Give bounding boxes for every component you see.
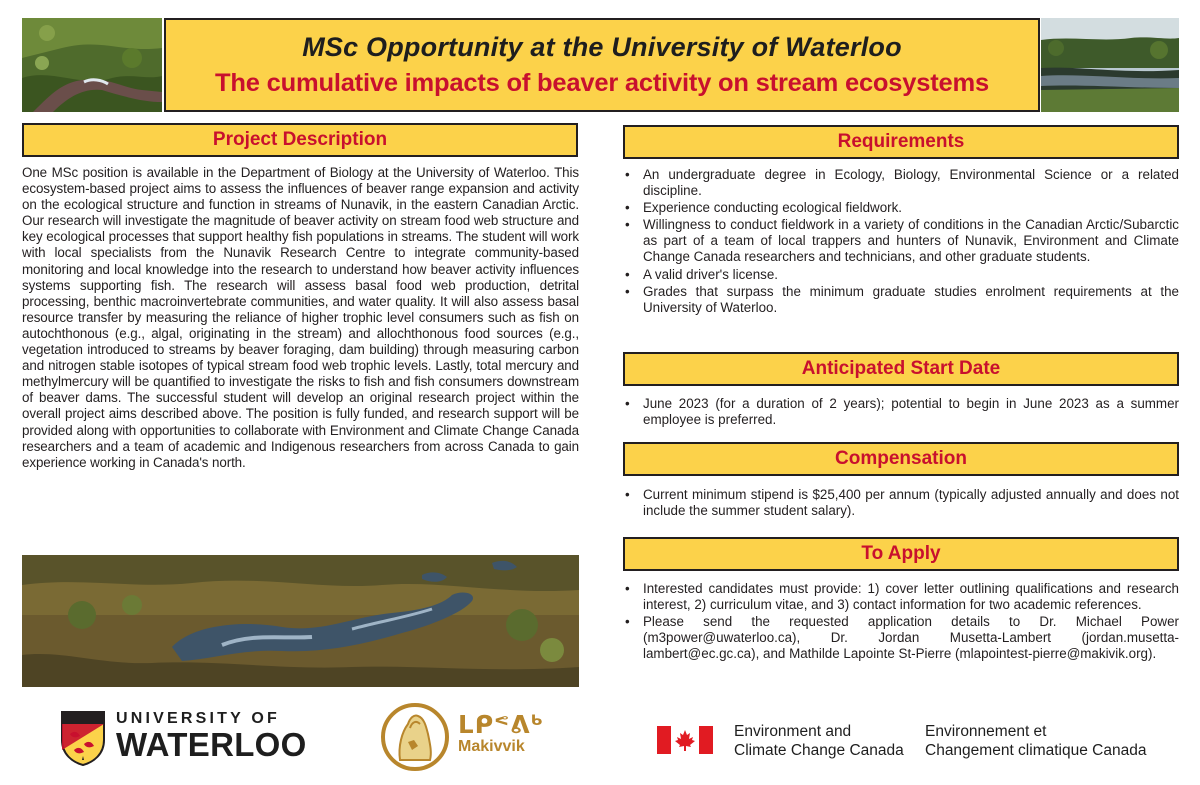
makivik-emblem-icon (380, 702, 450, 772)
start-date-list (623, 396, 1179, 429)
requirements-heading: Requirements (623, 125, 1179, 159)
canada-flag-icon (657, 726, 713, 754)
header-photo-left (22, 18, 162, 112)
page-title: MSc Opportunity at the University of Waterloo (302, 32, 902, 62)
list-item: • Current minimum stipend is $25,400 per annum (typically adjusted annually and does not include the summer student salary). (623, 487, 1179, 519)
list-item: • Experience conducting ecological fieldwork. (623, 200, 1179, 216)
list-item: • Please send the requested application details to Dr. Michael Power (m3power@uwaterloo.ca), Dr. Jordan Musetta-Lambert (jordan.musetta-lambert@ec.gc.ca), and Mathilde Lapointe St-Pierre (mlapointest-pierre@makivik.org). (623, 614, 1179, 662)
makivik-syllabics: ᒪᑭᕝᕕᒃ (458, 711, 545, 739)
makivik-logo (380, 702, 570, 774)
to-apply-heading: To Apply (623, 537, 1179, 571)
list-item: • June 2023 (for a duration of 2 years); potential to begin in June 2023 as a summer employee is preferred. (623, 396, 1179, 428)
waterloo-shield-icon (60, 710, 106, 766)
start-date-heading: Anticipated Start Date (623, 352, 1179, 386)
beaver-dam-aerial-photo (22, 555, 579, 687)
eccc-english-line1: Environment and (734, 723, 852, 740)
waterloo-wordmark-line1: UNIVERSITY OF (116, 710, 280, 727)
eccc-french-line2: Changement climatique Canada (925, 742, 1147, 759)
eccc-logo (657, 722, 1177, 766)
list-item: • An undergraduate degree in Ecology, Biology, Environmental Science or a related discipline. (623, 167, 1179, 199)
waterloo-wordmark-line2: WATERLOO (116, 726, 307, 763)
page-subtitle: The cumulative impacts of beaver activity on stream ecosystems (215, 69, 989, 97)
requirements-list (623, 167, 1179, 317)
list-item: • Interested candidates must provide: 1) cover letter outlining qualifications and research interest, 2) curriculum vitae, and 3) contact information for two academic references. (623, 581, 1179, 613)
title-banner (164, 18, 1040, 112)
header-photo-right (1041, 18, 1179, 112)
compensation-list (623, 487, 1179, 520)
makivik-name: Makivvik (458, 738, 525, 755)
list-item: • A valid driver's license. (623, 267, 1179, 283)
list-item: • Willingness to conduct fieldwork in a variety of conditions in the Canadian Arctic/Subarctic as part of a team of local trappers and hunters of Nunavik, Environment and Climate Change Canada researchers and technicians, and other graduate students. (623, 217, 1179, 265)
to-apply-list (623, 581, 1179, 663)
project-description-heading: Project Description (22, 123, 578, 157)
eccc-english-line2: Climate Change Canada (734, 742, 904, 759)
eccc-french-line1: Environnement et (925, 723, 1047, 740)
compensation-heading: Compensation (623, 442, 1179, 476)
list-item: • Grades that surpass the minimum graduate studies enrolment requirements at the University of Waterloo. (623, 284, 1179, 316)
project-description-body: One MSc position is available in the Department of Biology at the University of Waterloo. This ecosystem-based project aims to assess the influences of beaver range expansion and activity on the ecological structure and function in streams of Nunavik, in the eastern Canadian Arctic. Our research will investigate the magnitude of beaver activity on stream food web structure and key ecological processes that support healthy fish populations in streams. The student will work with local specialists from the Nunavik Research Centre to integrate community-based monitoring and local knowledge into the research to understand how beaver activity influences systems supporting fish. The research will assess basal food web production, detrital processing, benthic macroinvertebrate communities, and water quality. It will also assess basal resource transfer by measuring the reliance of higher trophic level consumers such as fish on autochthonous (e.g., algal, originating in the stream) and allochthonous food sources (e.g., vegetation introduced to streams by beaver foraging, dam building) through measuring carbon and nitrogen stable isotopes of typical stream food web trophic levels. Lastly, total mercury and methylmercury will be quantified to investigate the risks to fish and fish consumers downstream of beaver dams. The successful student will develop an original research project within the overall project aims described above. The position is fully funded, and research support will be provided along with opportunities to collaborate with Environment and Climate Change Canada researchers and a team of academic and Indigenous researchers from across Canada to gain experience working in Canada's north. (22, 165, 579, 470)
university-of-waterloo-logo (60, 710, 310, 766)
